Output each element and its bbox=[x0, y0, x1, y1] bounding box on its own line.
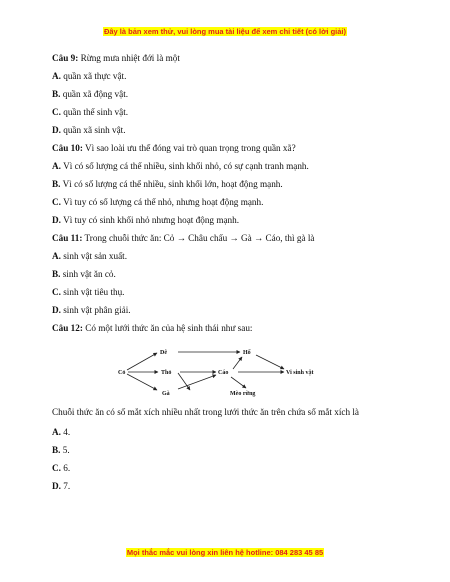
option-9b: B. quần xã động vật. bbox=[52, 89, 129, 99]
food-web-arrows bbox=[127, 352, 284, 390]
question-10 bbox=[52, 142, 412, 160]
question-number: Câu 10: bbox=[52, 143, 83, 153]
option-12d: D. 7. bbox=[52, 481, 71, 491]
question-number: Câu 9: bbox=[52, 53, 79, 63]
option-9c: C. quần thể sinh vật. bbox=[52, 107, 129, 117]
hotline-banner: Mọi thắc mắc vui lòng xin liên hệ hotline: 084 283 45 85 bbox=[126, 548, 324, 557]
option-9a: A. quần xã thực vật. bbox=[52, 71, 127, 81]
question-12-follow-text: Chuỗi thức ăn có số mắt xích nhiều nhất trong lưới thức ăn trên chứa số mắt xích là bbox=[52, 407, 359, 417]
option-11a: A. sinh vật sản xuất. bbox=[52, 251, 128, 261]
option-9d: D. quần xã sinh vật. bbox=[52, 125, 126, 135]
node-co: Cỏ bbox=[118, 370, 126, 376]
arrow-ga-cao bbox=[178, 375, 216, 389]
question-number: Câu 11: bbox=[52, 233, 83, 243]
question-12 bbox=[52, 322, 412, 340]
option-12c: C. 6. bbox=[52, 463, 71, 473]
node-tho: Thỏ bbox=[161, 370, 172, 376]
option-10d: D. Vì tuy có sinh khối nhỏ nhưng hoạt động mạnh. bbox=[52, 215, 240, 225]
preview-notice-banner: Đây là bản xem thử, vui lòng mua tài liệu để xem chi tiết (có lời giải) bbox=[103, 27, 347, 36]
question-11 bbox=[52, 232, 412, 250]
food-web-diagram bbox=[52, 344, 412, 400]
question-text: Vì sao loài ưu thế đóng vai trò quan trọng trong quần xã? bbox=[85, 143, 296, 153]
option-10a: A. Vì có số lượng cá thể nhiều, sinh khối nhỏ, có sự cạnh tranh mạnh. bbox=[52, 161, 309, 171]
node-ho: Hổ bbox=[243, 350, 251, 356]
option-12b: B. 5. bbox=[52, 445, 70, 455]
question-text: Có một lưới thức ăn của hệ sinh thái như sau: bbox=[85, 323, 253, 333]
arrow-co-de bbox=[127, 353, 157, 370]
question-number: Câu 12: bbox=[52, 323, 83, 333]
question-text: Trong chuỗi thức ăn: Cỏ → Châu chấu → Gà → Cáo, thì gà là bbox=[84, 233, 315, 243]
option-11d: D. sinh vật phân giải. bbox=[52, 305, 131, 315]
document-body bbox=[52, 52, 412, 498]
node-de: Dê bbox=[160, 350, 167, 356]
arrow-ho-vi-sinh-vat bbox=[256, 355, 284, 369]
question-9 bbox=[52, 52, 412, 70]
question-text: Rừng mưa nhiệt đới là một bbox=[80, 53, 180, 63]
node-meo-rung: Mèo rừng bbox=[230, 391, 256, 397]
node-cao: Cáo bbox=[218, 370, 229, 376]
option-11c: C. sinh vật tiêu thụ. bbox=[52, 287, 125, 297]
arrow-tho-ga bbox=[178, 373, 190, 390]
node-vi-sinh-vat: Vi sinh vật bbox=[286, 370, 314, 376]
node-ga: Gà bbox=[162, 391, 170, 397]
arrow-co-ga bbox=[127, 374, 157, 390]
arrow-cao-ho bbox=[233, 357, 242, 369]
option-12a: A. 4. bbox=[52, 427, 71, 437]
option-10b: B. Vì có số lượng cá thể nhiều, sinh khối lớn, hoạt động mạnh. bbox=[52, 179, 283, 189]
arrow-cao-meo-rung bbox=[231, 377, 246, 388]
option-10c: C. Vì tuy có số lượng cá thể nhỏ, nhưng hoạt động mạnh. bbox=[52, 197, 264, 207]
option-11b: B. sinh vật ăn cỏ. bbox=[52, 269, 116, 279]
